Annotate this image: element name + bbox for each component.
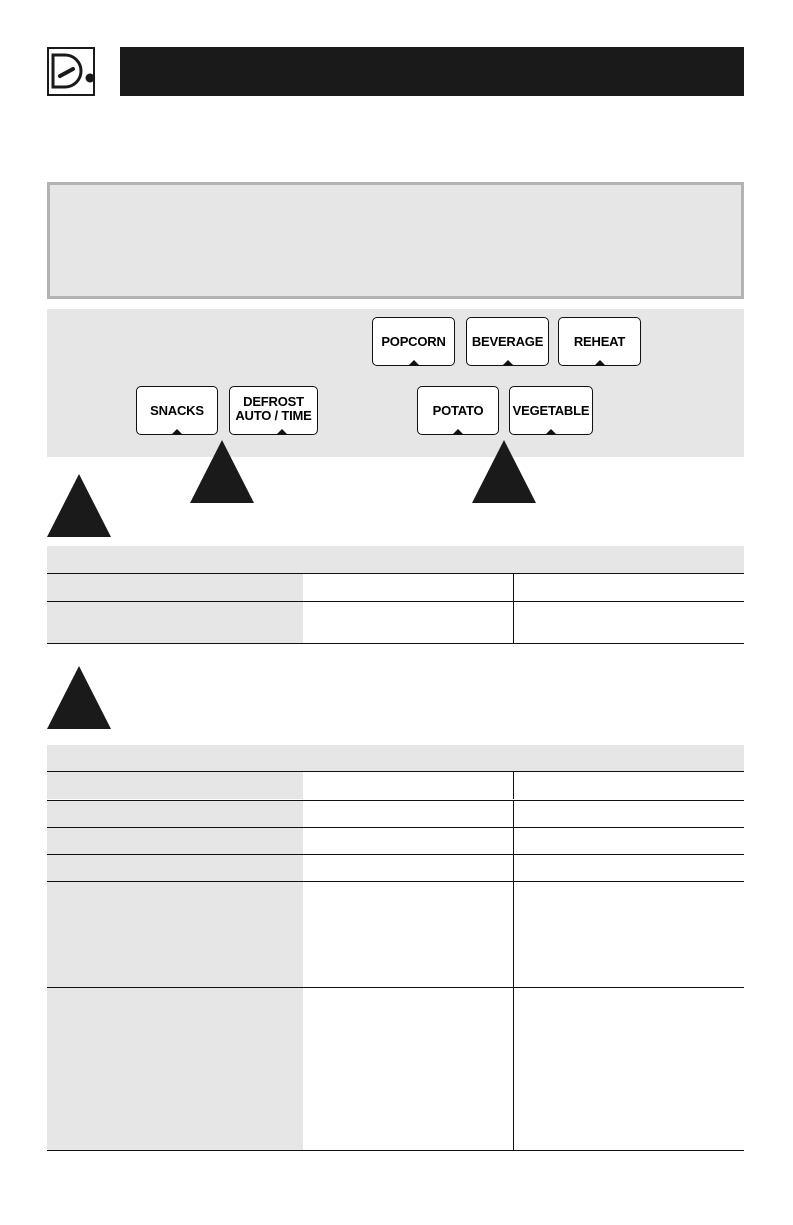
table-cell [514, 602, 744, 643]
key-arrow-icon [408, 360, 420, 366]
beverage-key-label: BEVERAGE [471, 334, 544, 349]
keypad-panel [47, 309, 744, 457]
table-cell [303, 574, 514, 601]
reheat-key[interactable] [558, 317, 641, 366]
vegetable-key-label: VEGETABLE [512, 403, 590, 418]
table-1 [47, 546, 744, 644]
key-arrow-icon [452, 429, 464, 435]
table-cell [514, 882, 744, 987]
beverage-key[interactable] [466, 317, 549, 366]
key-arrow-icon [171, 429, 183, 435]
snacks-key[interactable] [136, 386, 218, 435]
table-cell [514, 801, 744, 827]
key-arrow-icon [545, 429, 557, 435]
potato-key-label: POTATO [432, 403, 484, 418]
header-title-bar [120, 47, 744, 96]
table-cell [303, 828, 514, 854]
popcorn-key[interactable] [372, 317, 455, 366]
table-cell [47, 772, 303, 799]
defrost-pointer-triangle-icon [190, 440, 254, 503]
defrost-key-label: DEFROST AUTO / TIME [235, 393, 312, 423]
table-cell [514, 988, 744, 1150]
key-arrow-icon [594, 360, 606, 366]
table-cell [514, 574, 744, 601]
logo-badge [47, 47, 95, 96]
table-cell [47, 574, 303, 601]
section-1-triangle-icon [47, 474, 111, 537]
table-2-header [47, 745, 744, 771]
reheat-key-label: REHEAT [573, 334, 626, 349]
table-cell [47, 602, 303, 643]
vegetable-key[interactable] [509, 386, 593, 435]
table-cell [514, 772, 744, 799]
table-2 [47, 745, 744, 1152]
table-1-header [47, 546, 744, 573]
snacks-key-label: SNACKS [150, 403, 204, 418]
defrost-key[interactable] [229, 386, 318, 435]
table-cell [514, 828, 744, 854]
note-panel [47, 182, 744, 299]
key-arrow-icon [502, 360, 514, 366]
table-cell [303, 602, 514, 643]
divider [47, 643, 744, 644]
key-arrow-icon [276, 429, 288, 435]
table-cell [514, 855, 744, 881]
table-cell [303, 772, 514, 799]
divider [47, 1150, 744, 1151]
potato-key[interactable] [417, 386, 499, 435]
popcorn-key-label: POPCORN [381, 334, 446, 349]
table-cell [47, 988, 303, 1150]
table-cell [303, 855, 514, 881]
table-cell [303, 801, 514, 827]
table-cell [47, 882, 303, 987]
section-2-triangle-icon [47, 666, 111, 729]
auto-cook-pointer-triangle-icon [472, 440, 536, 503]
dial-clock-icon [49, 49, 93, 94]
table-cell [47, 855, 303, 881]
table-cell [47, 801, 303, 827]
table-cell [47, 828, 303, 854]
table-cell [303, 988, 514, 1150]
table-cell [303, 882, 514, 987]
